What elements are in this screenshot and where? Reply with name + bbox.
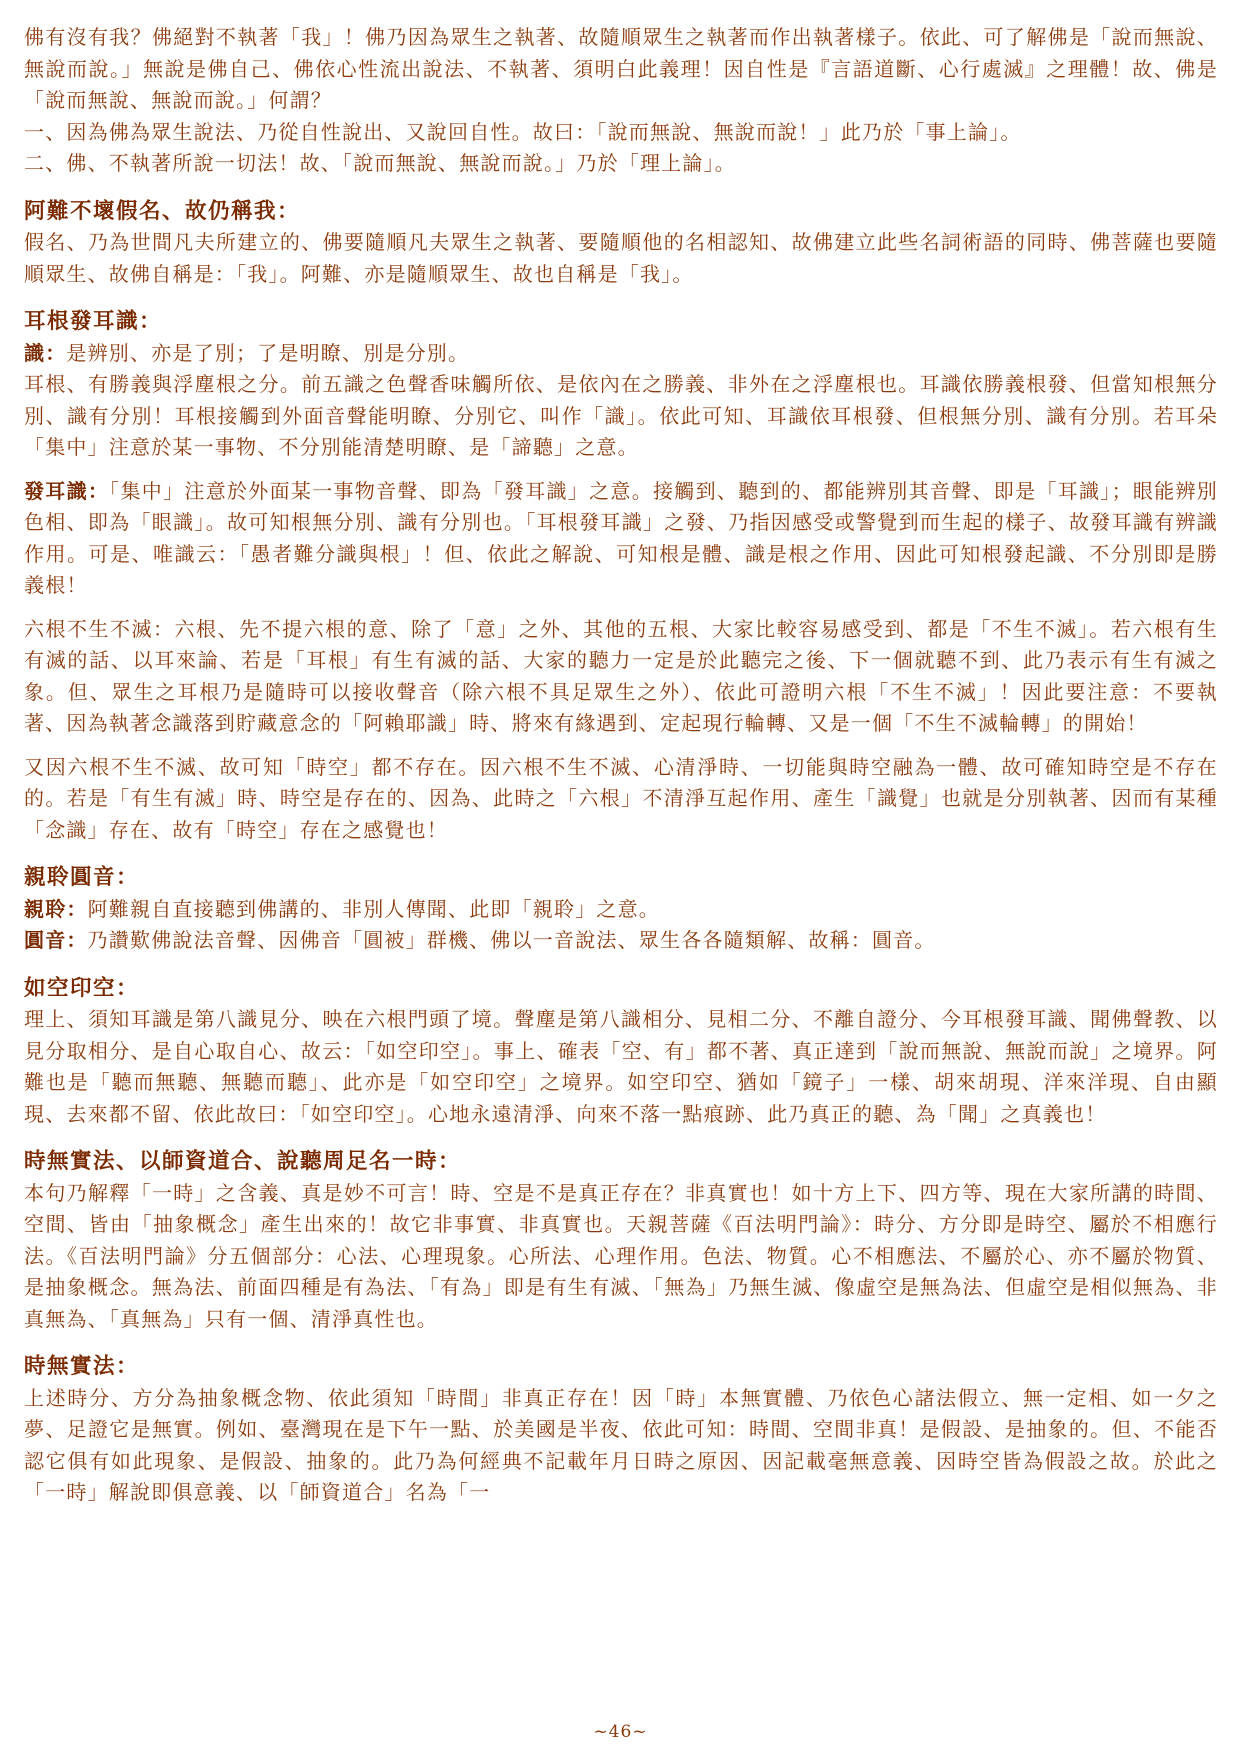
section-paragraph: 理上、須知耳識是第八識見分、映在六根門頭了境。聲塵是第八識相分、見相二分、不離自證分、今耳根發耳識、聞佛聲教、以見分取相分、是自心取自心、故云：「如空印空」。事上、確表「空、有」都不著、真正達到「說而無說、無說而說」之境界。阿難也是「聽而無聽、無聽而聽」、此亦是「如空印空」之境界。如空印空、猶如「鏡子」一樣、胡來胡現、洋來洋現、自由顯現、去來都不留、依此故曰：「如空印空」。心地永遠清淨、向來不落一點痕跡、此乃真正的聽、為「聞」之真義也！	[24, 1007, 1218, 1126]
section-heading-time-unreal: 時無實法：	[24, 1354, 140, 1379]
definition-text: 阿難親自直接聽到佛講的、非別人傳聞、此即「親聆」之意。	[87, 896, 661, 921]
section-heading-ananda: 阿難不壞假名、故仍稱我：	[24, 198, 301, 224]
intro-paragraph: 佛有沒有我？佛絕對不執著「我」！佛乃因為眾生之執著、故隨順眾生之執著而作出執著樣子。依此、可了解佛是「說而無說、無說而說。」無說是佛自己、佛依心性流出說法、不執著、須明白此義理！因自性是『言語道斷、心行處滅』之理體！故、佛是「說而無說、無說而說。」何謂？	[24, 25, 1218, 112]
definition-term: 發耳識：	[24, 478, 110, 503]
definition-arising-ear-consciousness	[24, 476, 1218, 602]
definition-term: 圓音：	[24, 928, 88, 952]
definition-text: 乃讚歎佛說法音聲、因佛音「圓被」群機、佛以一音說法、眾生各各隨類解、故稱：圓音。	[87, 928, 936, 952]
definition-personally-heard	[24, 894, 1218, 926]
definition-text: 是辨別、亦是了別；了是明瞭、別是分別。	[66, 340, 470, 365]
section-heading-one-time: 時無實法、以師資道合、說聽周足名一時：	[24, 1149, 462, 1174]
definition-term: 親聆：	[24, 896, 88, 921]
section-paragraph: 本句乃解釋「一時」之含義、真是妙不可言！時、空是不是真正存在？非真實也！如十方上下、四方等、現在大家所講的時間、空間、皆由「抽象概念」產生出來的！故它非事實、非真實也。天親菩薩《百法明門論》：時分、方分即是時空、屬於不相應行法。《百法明門論》分五個部分：心法、心理現象。心所法、心理作用。色法、物質。心不相應法、不屬於心、亦不屬於物質、是抽象概念。無為法、前面四種是有為法、「有為」即是有生有滅、「無為」乃無生滅、像虛空是無為法、但虛空是相似無為、非真無為、「真無為」只有一個、清淨真性也。	[24, 1180, 1218, 1331]
page-number: ~46~	[593, 1722, 648, 1742]
section-heading-ear-root: 耳根發耳識：	[24, 309, 163, 334]
intro-point-2: 二、佛、不執著所說一切法！故、「說而無說、無說而說。」乃於「理上論」。	[24, 151, 736, 175]
section-heading-perfect-voice: 親聆圓音：	[24, 865, 140, 890]
section-heading-space-imprint: 如空印空：	[24, 975, 140, 1001]
document-page	[24, 22, 1218, 1509]
section-paragraph: 六根不生不滅：六根、先不提六根的意、除了「意」之外、其他的五根、大家比較容易感受到、都是「不生不滅」。若六根有生有滅的話、以耳來論、若是「耳根」有生有滅的話、大家的聽力一定是於此聽完之後、下一個就聽不到、此乃表示有生有滅之象。但、眾生之耳根乃是隨時可以接收聲音（除六根不具足眾生之外）、依此可證明六根「不生不滅」！因此要注意：不要執著、因為執著念識落到貯藏意念的「阿賴耶識」時、將來有緣遇到、定起現行輪轉、又是一個「不生不滅輪轉」的開始！	[24, 616, 1218, 735]
section-paragraph: 又因六根不生不滅、故可知「時空」都不存在。因六根不生不滅、心清淨時、一切能與時空融為一體、故可確知時空是不存在的。若是「有生有滅」時、時空是存在的、因為、此時之「六根」不清淨互起作用、產生「識覺」也就是分別執著、因而有某種「念識」存在、故有「時空」存在之感覺也！	[24, 754, 1218, 842]
definition-term: 識：	[24, 340, 67, 365]
section-paragraph: 上述時分、方分為抽象概念物、依此須知「時間」非真正存在！因「時」本無實體、乃依色心諸法假立、無一定相、如一夕之夢、足證它是無實。例如、臺灣現在是下午一點、於美國是半夜、依此可知：時間、空間非真！是假設、是抽象的。但、不能否認它俱有如此現象、是假設、抽象的。此乃為何經典不記載年月日時之原因、因記載毫無意義、因時空皆為假設之故。於此之「一時」解說即俱意義、以「師資道合」名為「一	[24, 1385, 1218, 1504]
definition-perfect-voice	[24, 925, 1218, 957]
section-paragraph: 耳根、有勝義與浮塵根之分。前五識之色聲香味觸所依、是依內在之勝義、非外在之浮塵根也。耳識依勝義根發、但當知根無分別、識有分別！耳根接觸到外面音聲能明瞭、分別它、叫作「識」。依此可知、耳識依耳根發、但根無分別、識有分別。若耳朵「集中」注意於某一事物、不分別能清楚明瞭、是「諦聽」之意。	[24, 372, 1218, 459]
section-paragraph: 假名、乃為世間凡夫所建立的、佛要隨順凡夫眾生之執著、要隨順他的名相認知、故佛建立此些名詞術語的同時、佛菩薩也要隨順眾生、故佛自稱是：「我」。阿難、亦是隨順眾生、故也自稱是「我」。	[24, 230, 1218, 286]
intro-point-1: 一、因為佛為眾生說法、乃從自性說出、又說回自性。故曰：「說而無說、無說而說！」此乃於「事上論」。	[24, 119, 1022, 144]
definition-consciousness	[24, 338, 1218, 370]
definition-text: 「集中」注意於外面某一事物音聲、即為「發耳識」之意。接觸到、聽到的、都能辨別其音聲、即是「耳識」；眼能辨別色相、即為「眼識」。故可知根無分別、識有分別也。「耳根發耳識」之發、乃指因感受或警覺到而生起的樣子、故發耳識有辨識作用。可是、唯識云：「愚者難分識與根」！但、依此之解說、可知根是體、識是根之作用、因此可知根發起識、不分別即是勝義根！	[24, 478, 1218, 597]
